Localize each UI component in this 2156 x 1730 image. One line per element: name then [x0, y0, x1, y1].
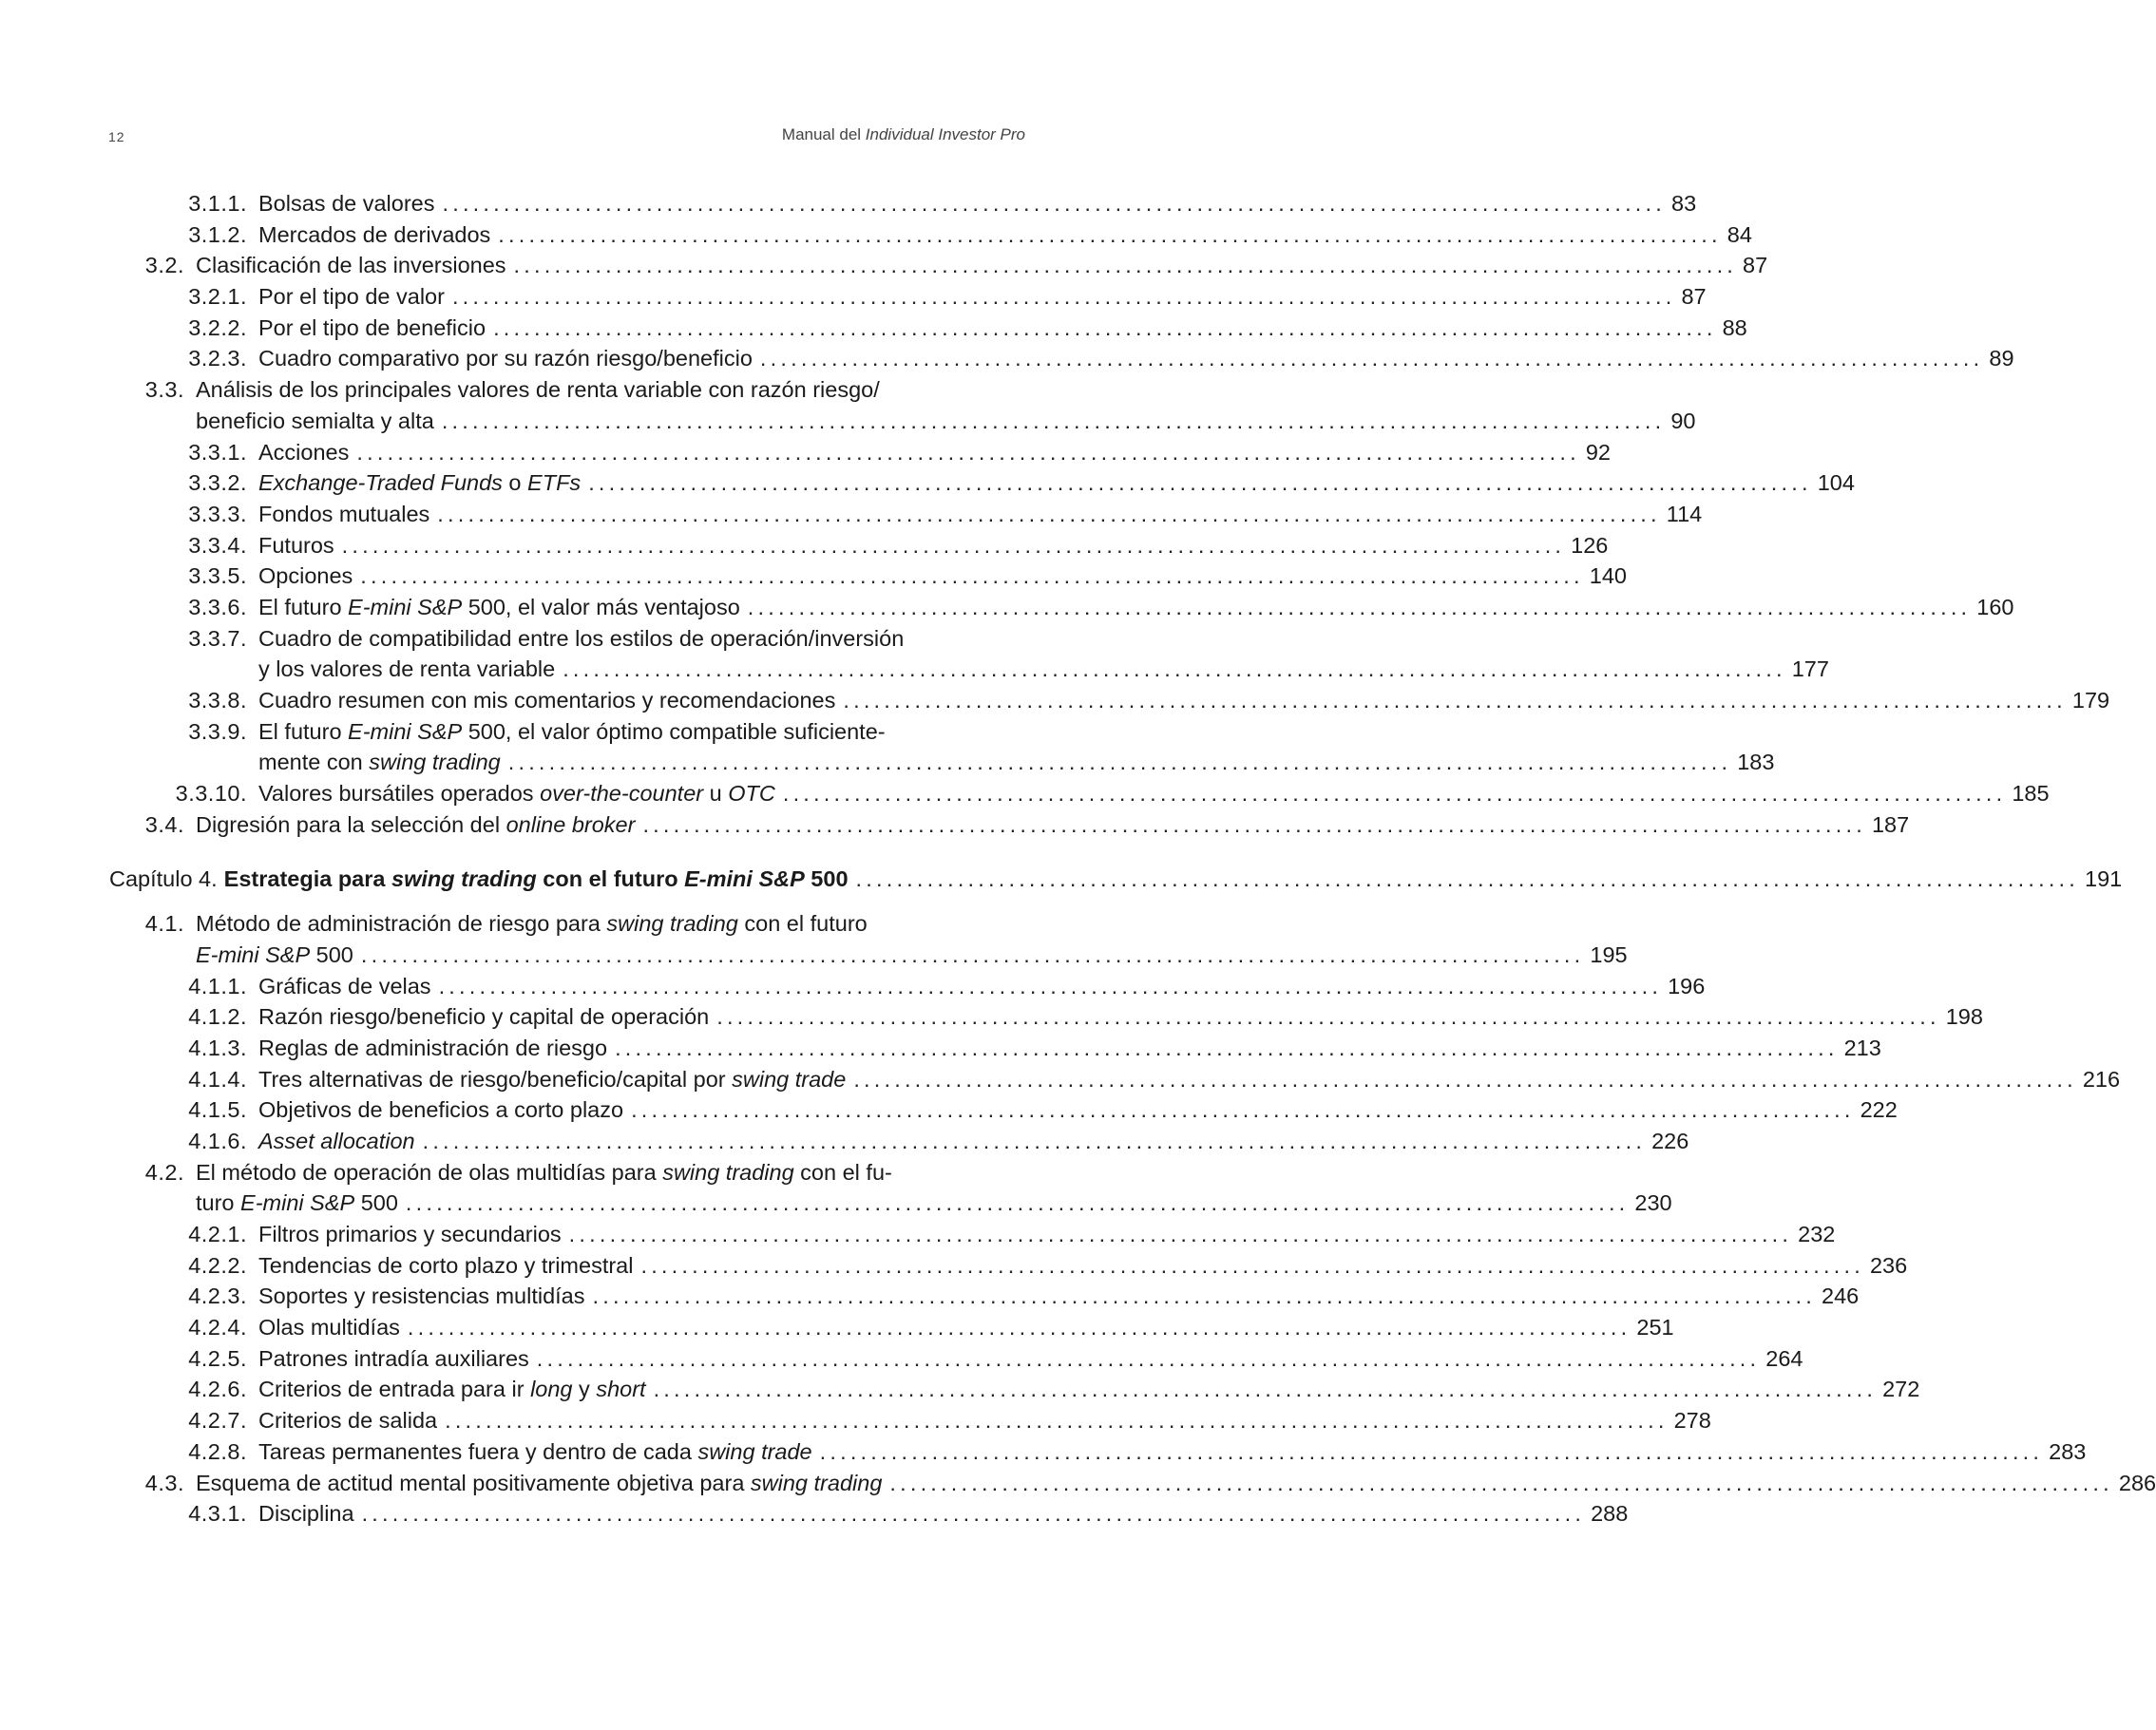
toc-entry[interactable]: [0, 188, 1697, 219]
entry-text-segment: Clasificación de las inversiones: [196, 253, 506, 278]
dot-leader: ........................................................................................................................: [442, 191, 1666, 216]
entry-page-number: 236: [1869, 1252, 1908, 1278]
entry-number: 3.3.4.: [188, 532, 247, 558]
toc-entry[interactable]: [0, 530, 1609, 561]
entry-title: [258, 1126, 415, 1157]
toc-entry[interactable]: [0, 1064, 2121, 1095]
entry-title: [258, 1064, 846, 1095]
entry-title: [258, 499, 429, 530]
toc-entry[interactable]: [0, 1498, 1629, 1530]
entry-page-number: 283: [2049, 1438, 2087, 1464]
dot-leader: ........................................................................................................................: [853, 1066, 2077, 1092]
dot-leader: ........................................................................................................................: [889, 1470, 2113, 1495]
running-title: Manual del Individual Investor Pro: [781, 125, 1025, 143]
toc-entry[interactable]: [0, 1468, 2156, 1499]
entry-text-segment: El método de operación de olas multidías para: [196, 1159, 663, 1185]
entry-page-number: 278: [1673, 1408, 1711, 1434]
dot-leader: ........................................................................................................................: [592, 1283, 1817, 1309]
entry-text-segment: swing trading: [391, 866, 537, 892]
entry-text-segment: short: [596, 1377, 646, 1402]
entry-text-segment: Criterios de entrada para ir: [258, 1377, 531, 1402]
toc-entry[interactable]: [0, 467, 1855, 499]
entry-page-number: 286: [2118, 1470, 2156, 1495]
entry-text-segment: [391, 866, 537, 891]
entry-text-segment: over-the-counter: [540, 781, 704, 807]
entry-number: 4.2.3.: [188, 1283, 247, 1309]
dot-leader: ........................................................................................................................: [782, 781, 2007, 807]
dot-leader: ........................................................................................................................: [536, 1345, 1761, 1371]
entry-number: 3.3.8.: [188, 688, 247, 713]
toc-entry[interactable]: [0, 1436, 2087, 1468]
dot-leader: ........................................................................................................................: [437, 501, 1661, 526]
entry-page-number: 246: [1822, 1283, 1860, 1309]
entry-text-segment: Acciones: [258, 439, 350, 465]
entry-page-number: 160: [1976, 594, 2014, 619]
entry-text-segment: con el fu-: [793, 1159, 892, 1185]
entry-text-segment: Opciones: [258, 563, 353, 589]
toc-entry[interactable]: [0, 499, 1703, 530]
entry-title: [258, 685, 835, 716]
entry-text-segment: Cuadro resumen con mis comentarios y recomendaciones: [258, 688, 836, 713]
entry-title: [196, 250, 506, 281]
entry-text-segment: y: [572, 1377, 597, 1402]
entry-text-segment: online broker: [506, 811, 636, 837]
entry-text-segment: swing trading: [606, 911, 738, 937]
entry-page-number: 196: [1668, 973, 1706, 998]
entry-text-segment: Reglas de administración de riesgo: [258, 1035, 608, 1060]
entry-text-segment: Tres alternativas de riesgo/beneficio/capital por: [258, 1066, 733, 1092]
toc-chapter-entry[interactable]: [0, 864, 2123, 895]
entry-text-segment: Asset allocation: [258, 1128, 415, 1153]
entry-text-segment: 500: [804, 866, 849, 892]
dot-leader: ........................................................................................................................: [563, 656, 1786, 682]
entry-page-number: 179: [2071, 688, 2110, 713]
entry-text-segment: Tareas permanentes fuera y dentro de cada: [258, 1438, 698, 1464]
dot-leader: ........................................................................................................................: [498, 221, 1722, 247]
entry-text-segment: swing trading: [750, 1470, 883, 1495]
entry-text-segment: Bolsas de valores: [258, 191, 435, 216]
entry-number: 3.2.2.: [188, 314, 247, 340]
entry-text-segment: Objetivos de beneficios a corto plazo: [258, 1097, 624, 1123]
dot-leader: ........................................................................................................................: [438, 973, 1663, 998]
entry-text-segment: El futuro: [258, 718, 349, 744]
entry-page-number: 213: [1843, 1035, 1881, 1060]
entry-number: 3.2.: [144, 253, 184, 278]
entry-title: [258, 971, 431, 1002]
dot-leader: ........................................................................................................................: [361, 1501, 1586, 1527]
dot-leader: ........................................................................................................................: [407, 1315, 1631, 1340]
entry-number: 4.1.6.: [188, 1128, 247, 1153]
entry-text-segment: ETFs: [527, 470, 582, 496]
entry-title-line: [196, 1157, 892, 1188]
entry-number: 4.1.2.: [188, 1004, 247, 1030]
entry-text-segment: Razón riesgo/beneficio y capital de operación: [258, 1004, 710, 1030]
entry-number: 3.3.5.: [188, 563, 247, 589]
entry-number: 3.1.2.: [188, 221, 247, 247]
dot-leader: ........................................................................................................................: [640, 1252, 1864, 1278]
toc-entry[interactable]: [0, 1126, 1689, 1157]
entry-text-segment: 500, el valor óptimo compatible suficiente-: [462, 718, 886, 744]
page-header: [0, 125, 1206, 148]
entry-number: 4.2.7.: [188, 1408, 247, 1434]
entry-number: 3.3.6.: [188, 594, 247, 619]
dot-leader: ........................................................................................................................: [451, 284, 1676, 310]
entry-title: [258, 1094, 623, 1126]
entry-title: [258, 188, 435, 219]
entry-title: [258, 592, 740, 623]
entry-title: [258, 437, 349, 468]
entry-text-segment: Patrones intradía auxiliares: [258, 1345, 529, 1371]
entry-number: 4.1.3.: [188, 1035, 247, 1060]
entry-number: 4.1.4.: [188, 1066, 247, 1092]
toc-entry[interactable]: [0, 281, 1707, 313]
dot-leader: ........................................................................................................................: [819, 1438, 2044, 1464]
entry-page-number: 272: [1882, 1377, 1920, 1402]
dot-leader: ........................................................................................................................: [615, 1035, 1839, 1060]
entry-title-line: [196, 374, 880, 406]
entry-text-segment: Tendencias de corto plazo y trimestral: [258, 1252, 634, 1278]
entry-page-number: 222: [1860, 1097, 1898, 1123]
entry-text-segment: swing trading: [662, 1159, 794, 1185]
entry-text-segment: beneficio semialta y alta: [196, 408, 434, 433]
entry-title: [258, 561, 353, 592]
toc-entry[interactable]: [0, 592, 2014, 623]
entry-number: 3.4.: [144, 811, 184, 837]
toc-entry[interactable]: [0, 716, 1775, 778]
toc-entry[interactable]: [0, 623, 1829, 685]
dot-leader: ........................................................................................................................: [716, 1004, 1940, 1030]
toc-entry[interactable]: [0, 1094, 1898, 1126]
dot-leader: ........................................................................................................................: [493, 314, 1717, 340]
entry-number: 3.2.3.: [188, 346, 247, 371]
entry-title: [258, 1343, 529, 1375]
entry-title: [196, 1468, 882, 1499]
entry-page-number: 87: [1681, 284, 1707, 310]
entry-text-segment: Por el tipo de valor: [258, 284, 445, 310]
toc-entry[interactable]: [0, 908, 1628, 970]
entry-text-segment: Futuros: [258, 532, 334, 558]
toc-entry[interactable]: [0, 561, 1627, 592]
entry-text-segment: 500, el valor más ventajoso: [462, 594, 740, 619]
entry-title: [258, 1281, 585, 1312]
entry-title: [196, 1188, 398, 1219]
entry-text-segment: Olas multidías: [258, 1315, 400, 1340]
entry-text-segment: Disciplina: [258, 1501, 354, 1527]
dot-leader: ........................................................................................................................: [843, 688, 2067, 713]
entry-text-segment: swing trade: [697, 1438, 812, 1464]
entry-number: 4.2.: [144, 1159, 184, 1185]
dot-leader: ........................................................................................................................: [356, 439, 1580, 465]
entry-page-number: 198: [1945, 1004, 1983, 1030]
entry-number: 3.1.1.: [188, 191, 247, 216]
entry-text-segment: Exchange-Traded Funds: [258, 470, 503, 496]
entry-text-segment: [684, 866, 805, 891]
toc-entry[interactable]: [0, 250, 1768, 281]
entry-text-segment: Soportes y resistencias multidías: [258, 1283, 585, 1309]
entry-text-segment: con el futuro: [536, 866, 685, 892]
entry-title-line: [196, 908, 868, 940]
entry-text-segment: E-mini S&P: [240, 1190, 355, 1216]
entry-page-number: 114: [1666, 501, 1703, 526]
entry-page-number: 90: [1670, 408, 1696, 433]
entry-text-segment: Esquema de actitud mental positivamente objetiva para: [196, 1470, 751, 1495]
entry-page-number: 87: [1743, 253, 1768, 278]
entry-text-segment: Análisis de los principales valores de renta variable con razón riesgo/: [196, 377, 880, 403]
dot-leader: ........................................................................................................................: [507, 750, 1732, 775]
entry-text-segment: Por el tipo de beneficio: [258, 314, 487, 340]
entry-number: 4.1.1.: [188, 973, 247, 998]
entry-text-segment: swing trading: [369, 750, 501, 775]
dot-leader: ........................................................................................................................: [360, 563, 1584, 589]
toc-entry[interactable]: [0, 1033, 1881, 1064]
toc-entry[interactable]: [0, 343, 2014, 374]
entry-text-segment: E-mini S&P: [348, 718, 463, 744]
entry-page-number: 191: [2085, 866, 2123, 892]
toc-entry[interactable]: [0, 1250, 1908, 1282]
entry-number: 3.3.2.: [188, 470, 247, 496]
entry-page-number: 216: [2082, 1066, 2121, 1092]
entry-title: [258, 778, 775, 809]
entry-title: [258, 1374, 646, 1405]
entry-text-segment: Gráficas de velas: [258, 973, 431, 998]
toc-entry[interactable]: [0, 1219, 1836, 1250]
entry-title: [258, 654, 555, 685]
entry-text-segment: E-mini S&P: [684, 866, 805, 892]
dot-leader: ........................................................................................................................: [653, 1377, 1878, 1402]
toc-entry[interactable]: [0, 374, 1696, 436]
entry-title: [258, 1001, 709, 1033]
dot-leader: ........................................................................................................................: [642, 811, 1866, 837]
dot-leader: ........................................................................................................................: [588, 470, 1812, 496]
entry-title: [258, 467, 581, 499]
toc-entry[interactable]: [0, 1001, 1983, 1033]
entry-text-segment: 500: [354, 1190, 398, 1216]
entry-text-segment: E-mini S&P: [348, 594, 463, 619]
entry-page-number: 187: [1871, 811, 1910, 837]
entry-text-segment: El futuro: [258, 594, 349, 619]
entry-page-number: 226: [1651, 1128, 1689, 1153]
entry-page-number: 251: [1636, 1315, 1674, 1340]
entry-text-segment: Fondos mutuales: [258, 501, 430, 526]
entry-number: 3.3.3.: [188, 501, 247, 526]
entry-title: [258, 1250, 633, 1282]
entry-page-number: 89: [1989, 346, 2014, 371]
entry-text-segment: OTC: [728, 781, 775, 807]
entry-title: [196, 809, 635, 841]
entry-title: [258, 1219, 562, 1250]
dot-leader: ........................................................................................................................: [855, 866, 2080, 892]
entry-title: [258, 1033, 607, 1064]
entry-page-number: 140: [1589, 563, 1627, 589]
entry-page-number: 84: [1727, 221, 1752, 247]
page-number: 12: [108, 129, 125, 144]
dot-leader: ........................................................................................................................: [422, 1128, 1647, 1153]
entry-title-line: [258, 716, 886, 748]
toc-entry[interactable]: [0, 437, 1611, 468]
dot-leader: ........................................................................................................................: [747, 594, 1972, 619]
entry-text-segment: Filtros primarios y secundarios: [258, 1222, 562, 1246]
entry-text-segment: Estrategia para: [223, 866, 391, 892]
dot-leader: ........................................................................................................................: [568, 1222, 1793, 1246]
entry-number: 4.2.2.: [188, 1252, 247, 1278]
dot-leader: ........................................................................................................................: [341, 532, 1566, 558]
entry-title-line: [258, 623, 904, 655]
entry-number: 4.2.8.: [188, 1438, 247, 1464]
entry-title: [258, 1312, 400, 1343]
dot-leader: ........................................................................................................................: [445, 1408, 1669, 1434]
entry-number: 3.3.: [144, 377, 184, 403]
entry-text-segment: Cuadro de compatibilidad entre los estilos de operación/inversión: [258, 625, 905, 651]
entry-number: 4.1.: [144, 911, 184, 937]
entry-text-segment: Método de administración de riesgo para: [196, 911, 607, 937]
toc-entry[interactable]: [0, 1374, 1920, 1405]
toc-entry[interactable]: [0, 1281, 1860, 1312]
entry-text-segment: u: [703, 781, 729, 807]
entry-title: [258, 281, 445, 313]
entry-text-segment: y los valores de renta variable: [258, 656, 556, 682]
entry-page-number: 88: [1722, 314, 1747, 340]
entry-title: [258, 530, 334, 561]
entry-title: [258, 343, 753, 374]
entry-number: 4.3.: [144, 1470, 184, 1495]
entry-number: 4.2.5.: [188, 1345, 247, 1371]
entry-text-segment: turo: [196, 1190, 241, 1216]
entry-title: [258, 313, 486, 344]
entry-text-segment: swing trade: [732, 1066, 847, 1092]
toc-entry[interactable]: [0, 685, 2110, 716]
toc-entry[interactable]: [0, 778, 2050, 809]
entry-number: 3.3.10.: [175, 781, 247, 807]
toc-entry[interactable]: [0, 1405, 1711, 1436]
entry-title: [258, 747, 501, 778]
dot-leader: ........................................................................................................................: [631, 1097, 1855, 1123]
entry-page-number: 183: [1737, 750, 1775, 775]
entry-title: [258, 219, 490, 251]
entry-number: 4.2.6.: [188, 1377, 247, 1402]
entry-text-segment: Valores bursátiles operados: [258, 781, 541, 807]
toc-entry[interactable]: [0, 219, 1752, 251]
entry-text-segment: Mercados de derivados: [258, 221, 491, 247]
entry-page-number: 230: [1634, 1190, 1672, 1216]
toc-entry[interactable]: [0, 809, 1910, 841]
entry-text-segment: 500: [310, 941, 353, 967]
entry-title: [258, 1498, 354, 1530]
entry-page-number: 264: [1765, 1345, 1803, 1371]
entry-page-number: 288: [1591, 1501, 1629, 1527]
dot-leader: ........................................................................................................................: [513, 253, 1738, 278]
entry-number: 4.2.1.: [188, 1222, 247, 1246]
entry-page-number: 177: [1791, 656, 1829, 682]
toc-entry[interactable]: [0, 1157, 1672, 1219]
entry-page-number: 126: [1571, 532, 1609, 558]
toc-entry[interactable]: [0, 971, 1706, 1002]
dot-leader: ........................................................................................................................: [360, 941, 1585, 967]
entry-title: [224, 864, 849, 895]
entry-text-segment: mente con: [258, 750, 370, 775]
entry-number: 3.2.1.: [188, 284, 247, 310]
entry-number: 4.2.4.: [188, 1315, 247, 1340]
entry-number: Capítulo 4.: [109, 866, 218, 892]
entry-title: [258, 1405, 437, 1436]
entry-number: 4.3.1.: [188, 1501, 247, 1527]
dot-leader: ........................................................................................................................: [405, 1190, 1630, 1216]
entry-text-segment: Digresión para la selección del: [196, 811, 506, 837]
dot-leader: ........................................................................................................................: [441, 408, 1666, 433]
entry-number: 3.3.7.: [188, 625, 247, 651]
entry-text-segment: E-mini S&P: [196, 941, 311, 967]
toc-entry[interactable]: [0, 1312, 1674, 1343]
entry-page-number: 92: [1585, 439, 1611, 465]
entry-text-segment: con el futuro: [737, 911, 868, 937]
entry-page-number: 83: [1671, 191, 1697, 216]
entry-text-segment: long: [530, 1377, 573, 1402]
entry-title: [258, 1436, 812, 1468]
entry-number: 3.3.1.: [188, 439, 247, 465]
entry-page-number: 232: [1798, 1222, 1836, 1246]
toc-entry[interactable]: [0, 313, 1747, 344]
entry-page-number: 104: [1817, 470, 1855, 496]
dot-leader: ........................................................................................................................: [759, 346, 1984, 371]
entry-title: [196, 940, 353, 971]
entry-number: 4.1.5.: [188, 1097, 247, 1123]
table-of-contents: [0, 188, 2156, 1530]
entry-page-number: 185: [2012, 781, 2050, 807]
entry-page-number: 195: [1590, 941, 1628, 967]
entry-text-segment: o: [502, 470, 528, 496]
toc-entry[interactable]: [0, 1343, 1803, 1375]
entry-number: 3.3.9.: [188, 718, 247, 744]
entry-text-segment: Criterios de salida: [258, 1408, 438, 1434]
entry-text-segment: Cuadro comparativo por su razón riesgo/beneficio: [258, 346, 753, 371]
entry-title: [196, 406, 434, 437]
